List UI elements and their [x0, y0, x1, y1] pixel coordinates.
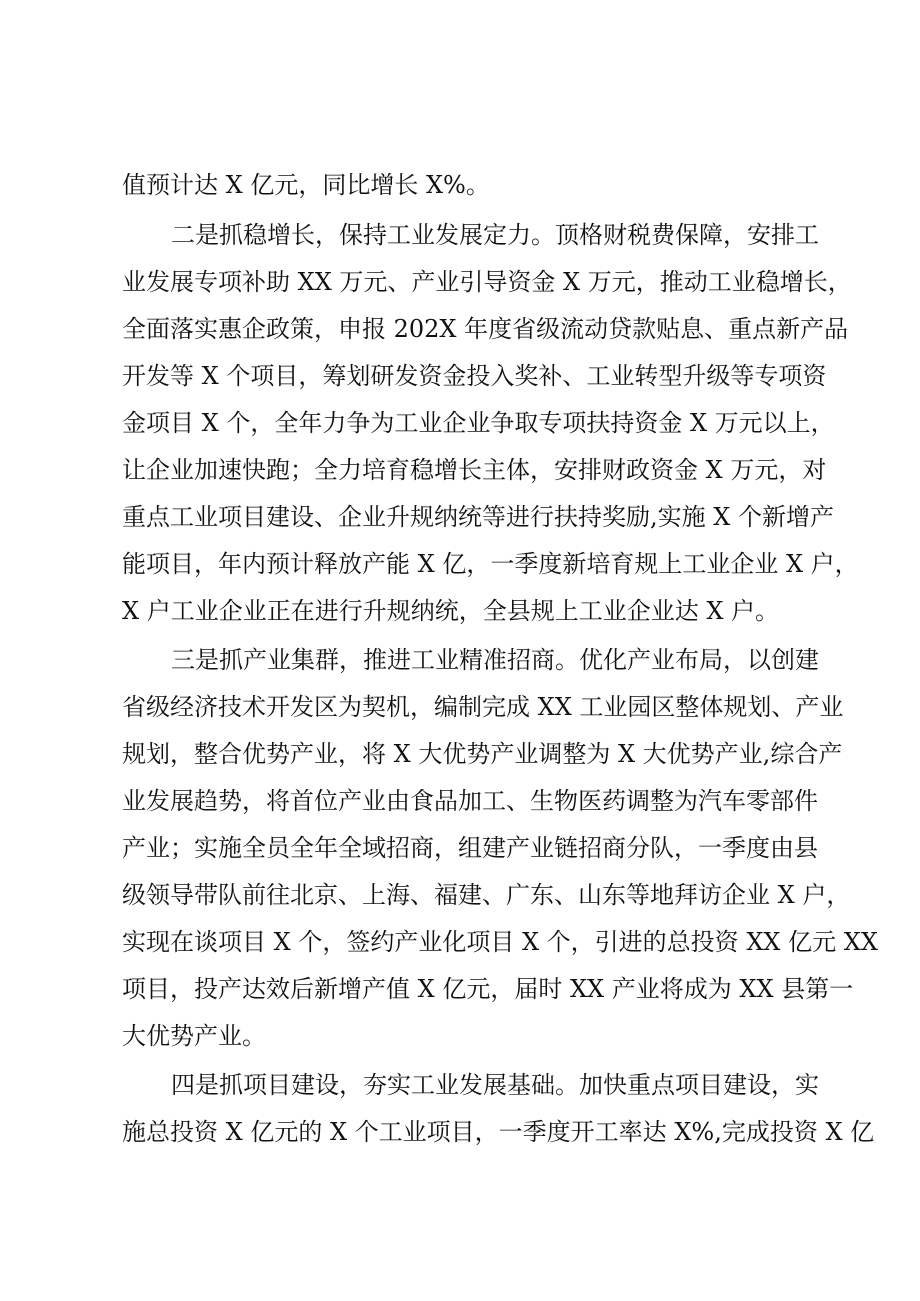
paragraph-3-line-2: 省级经济技术开发区为契机，编制完成 XX 工业园区整体规划、产业 — [122, 693, 844, 721]
paragraph-2-line-4: 开发等 X 个项目，筹划研发资金投入奖补、工业转型升级等专项资 — [122, 362, 827, 390]
paragraph-3-line-9: 大优势产业。 — [122, 1022, 266, 1050]
paragraph-2-line-6: 让企业加速快跑；全力培育稳增长主体，安排财政资金 X 万元，对 — [122, 456, 827, 484]
paragraph-2-line-3: 全面落实惠企政策，申报 202X 年度省级流动贷款贴息、重点新产品 — [122, 315, 849, 343]
paragraph-4-line-2: 施总投资 X 亿元的 X 个工业项目，一季度开工率达 X%,完成投资 X 亿 — [122, 1118, 875, 1146]
paragraph-2-line-2: 业发展专项补助 XX 万元、产业引导资金 X 万元，推动工业稳增长， — [122, 268, 852, 296]
paragraph-2-line-7: 重点工业项目建设、企业升规纳统等进行扶持奖励,实施 X 个新增产 — [122, 503, 834, 531]
paragraph-2-line-9: X 户工业企业正在进行升规纳统，全县规上工业企业达 X 户。 — [122, 597, 780, 625]
paragraph-3-line-1: 三是抓产业集群，推进工业精准招商。优化产业布局，以创建 — [171, 646, 819, 674]
paragraph-3-line-8: 项目，投产达效后新增产值 X 亿元，届时 XX 产业将成为 XX 县第一 — [122, 975, 854, 1003]
text-line-1: 值预计达 X 亿元，同比增长 X%。 — [122, 171, 490, 199]
paragraph-2-line-5: 金项目 X 个，全年力争为工业企业争取专项扶持资金 X 万元以上， — [122, 409, 835, 437]
paragraph-3-line-4: 业发展趋势，将首位产业由食品加工、生物医药调整为汽车零部件 — [122, 787, 818, 815]
paragraph-2-line-8: 能项目，年内预计释放产能 X 亿，一季度新培育规上工业企业 X 户， — [122, 550, 859, 578]
paragraph-3-line-7: 实现在谈项目 X 个，签约产业化项目 X 个，引进的总投资 XX 亿元 XX — [122, 928, 878, 956]
paragraph-3-line-5: 产业；实施全员全年全域招商，组建产业链招商分队，一季度由县 — [122, 834, 818, 862]
paragraph-4-line-1: 四是抓项目建设，夯实工业发展基础。加快重点项目建设，实 — [171, 1071, 819, 1099]
paragraph-3-line-6: 级领导带队前往北京、上海、福建、广东、山东等地拜访企业 X 户， — [122, 881, 851, 909]
paragraph-2-line-1: 二是抓稳增长，保持工业发展定力。顶格财税费保障，安排工 — [171, 221, 819, 249]
paragraph-3-line-3: 规划，整合优势产业，将 X 大优势产业调整为 X 大优势产业,综合产 — [122, 740, 843, 768]
